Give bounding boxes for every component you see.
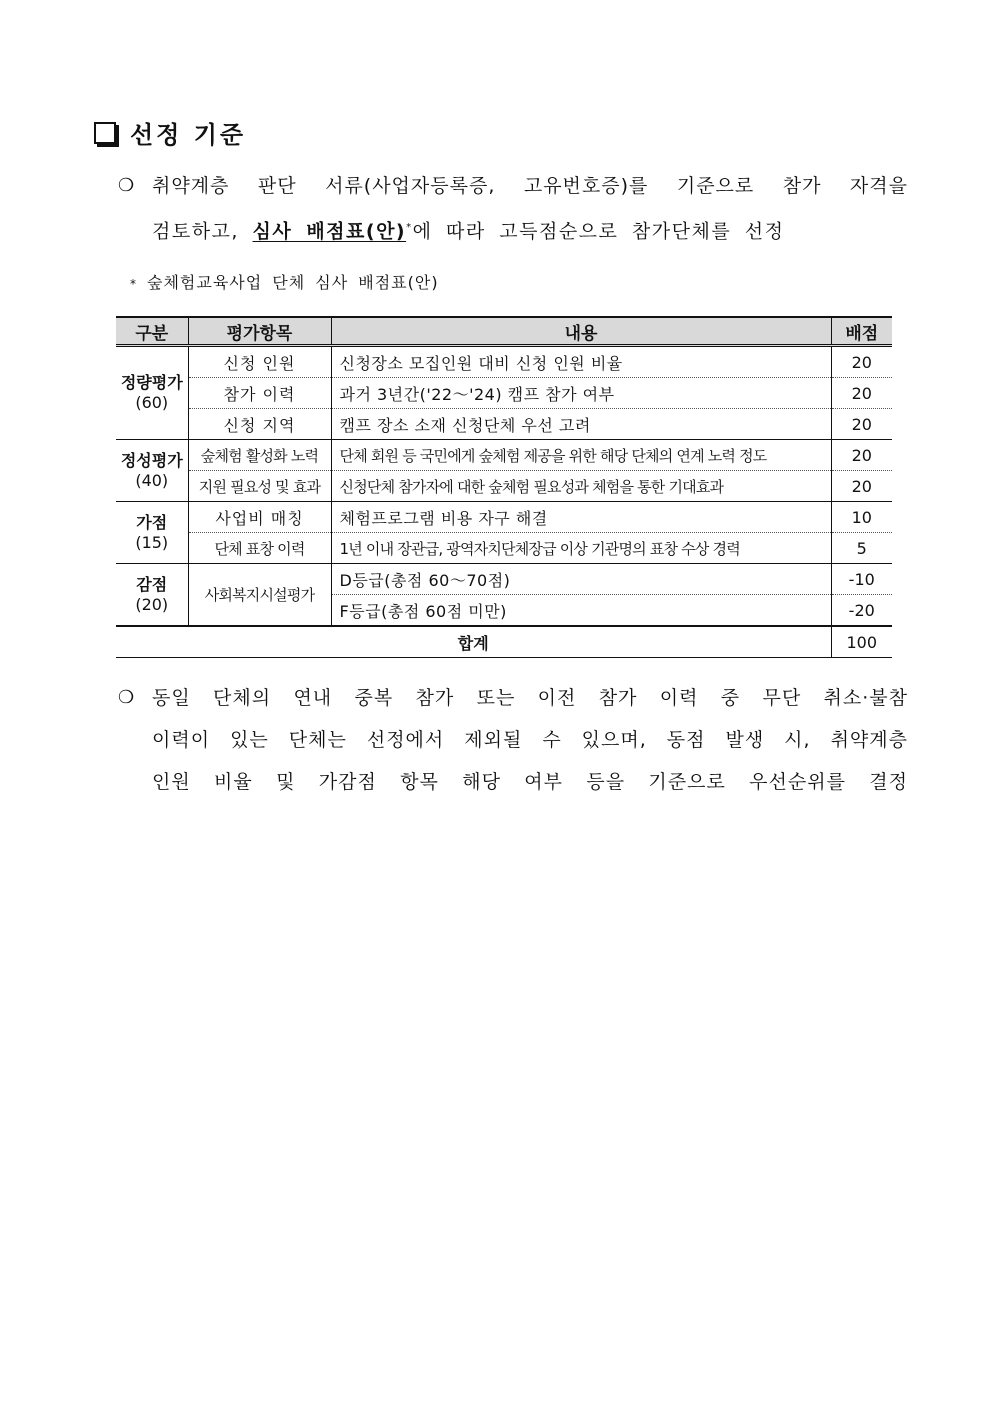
- content-cell: 단체 회원 등 국민에게 숲체험 제공을 위한 해당 단체의 연계 노력 정도: [331, 440, 831, 471]
- text-fragment: 검토하고,: [152, 220, 253, 243]
- table-row: [116, 533, 892, 564]
- total-row: [116, 626, 892, 658]
- category-cell: [116, 564, 188, 627]
- total-points: 100: [831, 626, 892, 658]
- footnote-star: *: [130, 277, 137, 291]
- category-points: (40): [135, 470, 169, 490]
- points-cell: -10: [831, 564, 892, 595]
- item-cell: 참가 이력: [188, 378, 331, 409]
- points-cell: 20: [831, 440, 892, 471]
- table-row: [116, 409, 892, 440]
- paragraph-line: 동일 단체의 연내 중복 참가 또는 이전 참가 이력 중 무단 취소·불참: [152, 687, 908, 709]
- content-cell: 체험프로그램 비용 자구 해결: [331, 502, 831, 533]
- header-points: 배점: [831, 317, 892, 346]
- item-cell: 신청 지역: [188, 409, 331, 440]
- paragraph-line: 취약계층 판단 서류(사업자등록증, 고유번호증)를 기준으로 참가 자격을: [152, 175, 908, 197]
- category-name: 감점: [136, 574, 168, 594]
- item-cell: 지원 필요성 및 효과: [188, 471, 331, 502]
- category-cell: [116, 346, 188, 440]
- points-cell: 5: [831, 533, 892, 564]
- header-category: 구분: [116, 317, 188, 346]
- category-points: (60): [135, 393, 169, 412]
- table-row: [116, 564, 892, 595]
- points-cell: 20: [831, 346, 892, 378]
- table-footnote: [130, 270, 439, 293]
- category-points: (15): [135, 532, 169, 552]
- header-item: 평가항목: [188, 317, 331, 346]
- footnote-text: 숲체험교육사업 단체 심사 배점표(안): [147, 273, 439, 292]
- category-name: 가점: [136, 512, 168, 532]
- content-cell: F등급(총점 60점 미만): [331, 595, 831, 627]
- content-cell: 캠프 장소 소재 신청단체 우선 고려: [331, 409, 831, 440]
- content-cell: 신청장소 모집인원 대비 신청 인원 비율: [331, 346, 831, 378]
- section-heading: [94, 112, 246, 152]
- category-cell: [116, 502, 188, 564]
- points-cell: 10: [831, 502, 892, 533]
- item-cell: 숲체험 활성화 노력: [188, 440, 331, 471]
- header-content: 내용: [331, 317, 831, 346]
- points-cell: 20: [831, 378, 892, 409]
- table-row: [116, 502, 892, 533]
- table-row: [116, 378, 892, 409]
- content-cell: 1년 이내 장관급, 광역자치단체장급 이상 기관명의 표창 수상 경력: [331, 533, 831, 564]
- content-cell: D등급(총점 60～70점): [331, 564, 831, 595]
- item-cell: 사회복지시설평가: [188, 564, 331, 627]
- score-table: [116, 316, 892, 658]
- points-cell: 20: [831, 471, 892, 502]
- category-name: 정성평가: [120, 450, 183, 470]
- points-cell: 20: [831, 409, 892, 440]
- selection-criteria-paragraph: [118, 165, 908, 252]
- item-cell: 단체 표창 이력: [188, 533, 331, 564]
- text-fragment: 에 따라 고득점순으로 참가단체를 선정: [412, 220, 785, 243]
- table-row: [116, 471, 892, 502]
- points-cell: -20: [831, 595, 892, 627]
- item-cell: 사업비 매칭: [188, 502, 331, 533]
- item-cell: 신청 인원: [188, 346, 331, 378]
- category-points: (20): [135, 594, 169, 614]
- paragraph-line: 인원 비율 및 가감점 항목 해당 여부 등을 기준으로 우선순위를 결정: [152, 771, 908, 793]
- table-row: [116, 346, 892, 378]
- category-name: 정량평가: [120, 373, 183, 392]
- checkbox-icon: [94, 122, 116, 144]
- circle-bullet-icon: ❍: [118, 687, 135, 708]
- content-cell: 과거 3년간('22～'24) 캠프 참가 여부: [331, 378, 831, 409]
- content-cell: 신청단체 참가자에 대한 숲체험 필요성과 체험을 통한 기대효과: [331, 471, 831, 502]
- table-row: [116, 440, 892, 471]
- section-title: 선정 기준: [130, 120, 247, 149]
- paragraph-line: [152, 207, 784, 252]
- score-table-reference: 심사 배점표(안): [252, 220, 407, 243]
- paragraph-line: 이력이 있는 단체는 선정에서 제외될 수 있으며, 동점 발생 시, 취약계층: [152, 729, 908, 751]
- circle-bullet-icon: ❍: [118, 175, 135, 196]
- exclusion-paragraph: [118, 677, 908, 803]
- total-label: 합계: [116, 626, 831, 658]
- footnote-marker: *: [406, 222, 413, 233]
- table-header-row: [116, 317, 892, 346]
- category-cell: [116, 440, 188, 502]
